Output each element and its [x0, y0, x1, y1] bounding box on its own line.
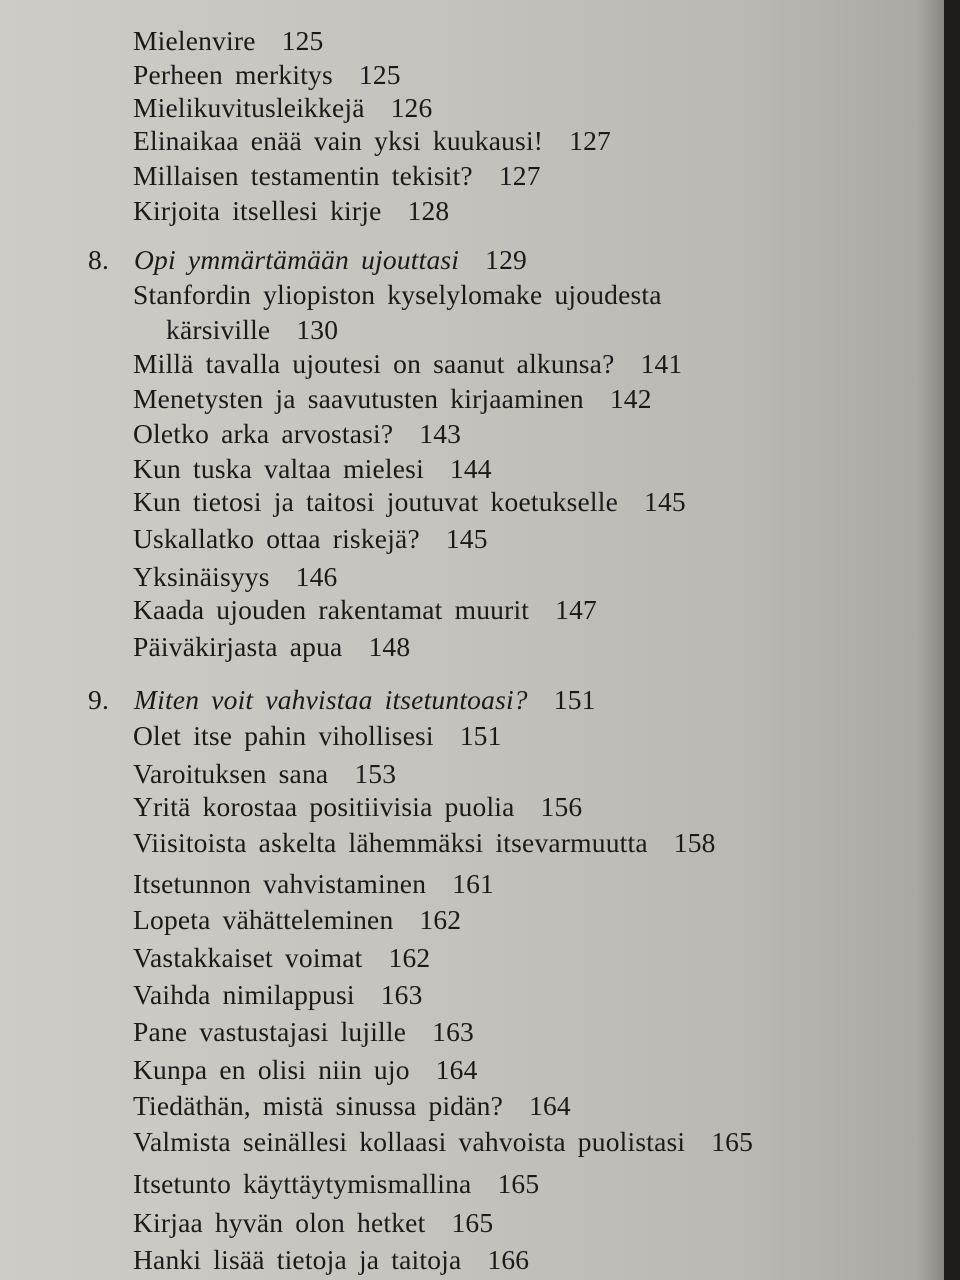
toc-entry-title: Kun tietosi ja taitosi joutuvat koetukselle [133, 486, 618, 517]
toc-entry [133, 829, 716, 857]
toc-entry [133, 350, 682, 378]
toc-entry-title: kärsiville [166, 314, 271, 345]
toc-entry-title: Olet itse pahin vihollisesi [133, 720, 434, 751]
toc-entry-page: 163 [380, 979, 423, 1010]
toc-entry-page: 163 [432, 1016, 475, 1047]
toc-entry-page: 148 [368, 631, 411, 662]
toc-entry-page: 165 [497, 1168, 540, 1199]
toc-entry [133, 1092, 571, 1120]
toc-entry-page: 130 [296, 314, 339, 345]
toc-entry [133, 197, 449, 225]
toc-entry-page: 144 [449, 453, 492, 484]
toc-entry-title: Vastakkaiset voimat [133, 942, 363, 973]
toc-entry-page: 158 [673, 827, 716, 858]
toc-entry-title: Menetysten ja saavutusten kirjaaminen [133, 383, 584, 414]
toc-entry-title: Stanfordin yliopiston kyselylomake ujoudesta [133, 279, 662, 310]
toc-entry-page: 165 [451, 1207, 494, 1238]
chapter-title: Miten voit vahvistaa itsetuntoasi? [134, 684, 528, 715]
toc-entry [133, 563, 338, 591]
toc-entry [133, 1246, 529, 1274]
chapter-number: 9. [88, 684, 110, 715]
toc-entry-title: Millaisen testamentin tekisit? [133, 160, 473, 191]
toc-entry-page: 164 [435, 1054, 478, 1085]
toc-entry-title: Millä tavalla ujoutesi on saanut alkunsa? [133, 348, 615, 379]
toc-entry-title: Varoituksen sana [133, 758, 329, 789]
toc-entry [133, 281, 662, 309]
toc-entry-page: 161 [452, 868, 495, 899]
toc-entry [133, 61, 401, 89]
toc-entry-title: Kaada ujouden rakentamat muurit [133, 594, 530, 625]
toc-entry-continuation [166, 316, 338, 344]
toc-entry-title: Mielikuvitusleikkejä [133, 92, 365, 123]
toc-entry-page: 128 [407, 195, 450, 226]
toc-entry [133, 162, 541, 190]
toc-entry [133, 981, 423, 1009]
toc-entry [133, 385, 652, 413]
chapter-heading-8 [88, 246, 527, 274]
toc-entry [133, 94, 432, 122]
toc-entry-title: Viisitoista askelta lähemmäksi itsevarmuutta [133, 827, 648, 858]
toc-entry-page: 127 [569, 125, 612, 156]
toc-entry [133, 1209, 493, 1237]
chapter-title: Opi ymmärtämään ujouttasi [134, 244, 460, 275]
toc-entry [133, 127, 611, 155]
toc-entry [133, 760, 396, 788]
toc-entry-page: 125 [358, 59, 401, 90]
toc-entry-title: Kirjoita itsellesi kirje [133, 195, 382, 226]
toc-entry-title: Vaihda nimilappusi [133, 979, 355, 1010]
toc-entry-page: 151 [459, 720, 502, 751]
toc-entry-page: 141 [640, 348, 683, 379]
toc-entry [133, 906, 461, 934]
toc-entry [133, 870, 494, 898]
toc-entry-page: 153 [354, 758, 397, 789]
toc-entry-page: 164 [529, 1090, 571, 1121]
toc-entry-page: 165 [711, 1126, 754, 1157]
toc-entry-title: Uskallatko ottaa riskejä? [133, 523, 420, 554]
toc-entry-title: Tiedäthän, mistä sinussa pidän? [133, 1090, 504, 1121]
toc-entry [133, 525, 488, 553]
toc-entry-title: Oletko arka arvostasi? [133, 418, 394, 449]
toc-entry-page: 142 [609, 383, 652, 414]
toc-entry [133, 1018, 474, 1046]
chapter-page: 129 [485, 244, 527, 275]
toc-entry-title: Pane vastustajasi lujille [133, 1016, 407, 1047]
toc-entry-title: Perheen merkitys [133, 59, 333, 90]
toc-entry-title: Kunpa en olisi niin ujo [133, 1054, 410, 1085]
toc-entry [133, 944, 430, 972]
toc-entry [133, 1056, 478, 1084]
toc-entry [133, 722, 502, 750]
toc-entry-page: 162 [388, 942, 431, 973]
toc-entry-page: 126 [390, 92, 433, 123]
toc-entry-page: 145 [644, 486, 686, 517]
chapter-page: 151 [553, 684, 596, 715]
toc-entry [133, 420, 461, 448]
toc-entry-title: Lopeta vähätteleminen [133, 904, 394, 935]
toc-entry-title: Hanki lisää tietoja ja taitoja [133, 1244, 462, 1275]
toc-entry-page: 127 [498, 160, 541, 191]
toc-entry-page: 166 [487, 1244, 530, 1275]
toc-entry-page: 143 [419, 418, 462, 449]
toc-entry-title: Kirjaa hyvän olon hetket [133, 1207, 426, 1238]
toc-entry-title: Itsetunto käyttäytymismallina [133, 1168, 472, 1199]
toc-entry [133, 27, 324, 55]
chapter-heading-9 [88, 686, 596, 714]
toc-entry [133, 793, 582, 821]
toc-entry-title: Elinaikaa enää vain yksi kuukausi! [133, 125, 544, 156]
toc-entry-title: Yksinäisyys [133, 561, 270, 592]
toc-entry-title: Päiväkirjasta apua [133, 631, 343, 662]
toc-entry [133, 455, 492, 483]
toc-entry-page: 125 [281, 25, 324, 56]
toc-entry-title: Itsetunnon vahvistaminen [133, 868, 427, 899]
toc-entry-page: 156 [540, 791, 583, 822]
toc-entry [133, 633, 410, 661]
toc-entry [133, 1170, 539, 1198]
chapter-number: 8. [88, 244, 110, 275]
toc-entry-title: Kun tuska valtaa mielesi [133, 453, 424, 484]
toc-entry [133, 488, 686, 516]
toc-entry-page: 147 [555, 594, 597, 625]
toc-entry-title: Mielenvire [133, 25, 256, 56]
toc-entry-page: 145 [445, 523, 488, 554]
toc-entry-title: Valmista seinällesi kollaasi vahvoista puolistasi [133, 1126, 686, 1157]
toc-entry-title: Yritä korostaa positiivisia puolia [133, 791, 515, 822]
toc-entry-page: 146 [295, 561, 338, 592]
page-edge-shadow [916, 0, 944, 1280]
toc-entry [133, 596, 597, 624]
toc-entry-page: 162 [419, 904, 462, 935]
toc-entry [133, 1128, 753, 1156]
